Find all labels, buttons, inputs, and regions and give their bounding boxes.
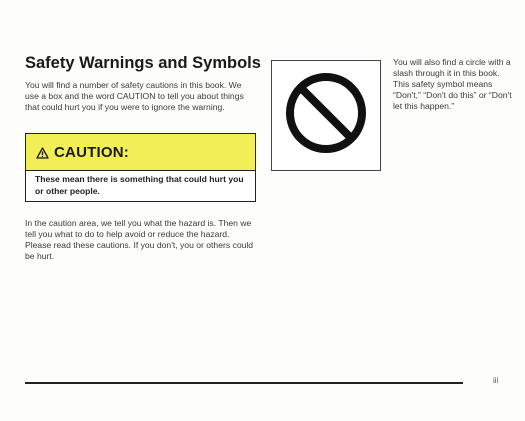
caution-label: CAUTION: xyxy=(54,143,129,161)
intro-paragraph: You will find a number of safety cautions in this book. We use a box and the word CAUTION to tell you about things that could hurt you if you were to ignore the warning. xyxy=(25,80,244,112)
page-number: iii xyxy=(493,376,499,385)
hazard-paragraph: In the caution area, we tell you what the hazard is. Then we tell you what to do to help avoid or reduce the hazard. Please read these cautions. If you don't, you or others could be hurt. xyxy=(25,218,254,261)
caution-body: These mean there is something that could hurt you or other people. xyxy=(35,174,244,196)
symbol-description: You will also find a circle with a slash through it in this book. This safety symbol means “Don't,” “Don't do this” or “Don't let this happen.” xyxy=(393,57,512,111)
section-title: Safety Warnings and Symbols xyxy=(25,54,261,72)
warning-triangle-icon xyxy=(36,146,49,158)
circle-slash-icon xyxy=(284,71,368,160)
footer-rule xyxy=(25,382,463,384)
caution-header xyxy=(26,134,255,171)
caution-box xyxy=(25,133,256,202)
symbol-box xyxy=(271,60,381,171)
